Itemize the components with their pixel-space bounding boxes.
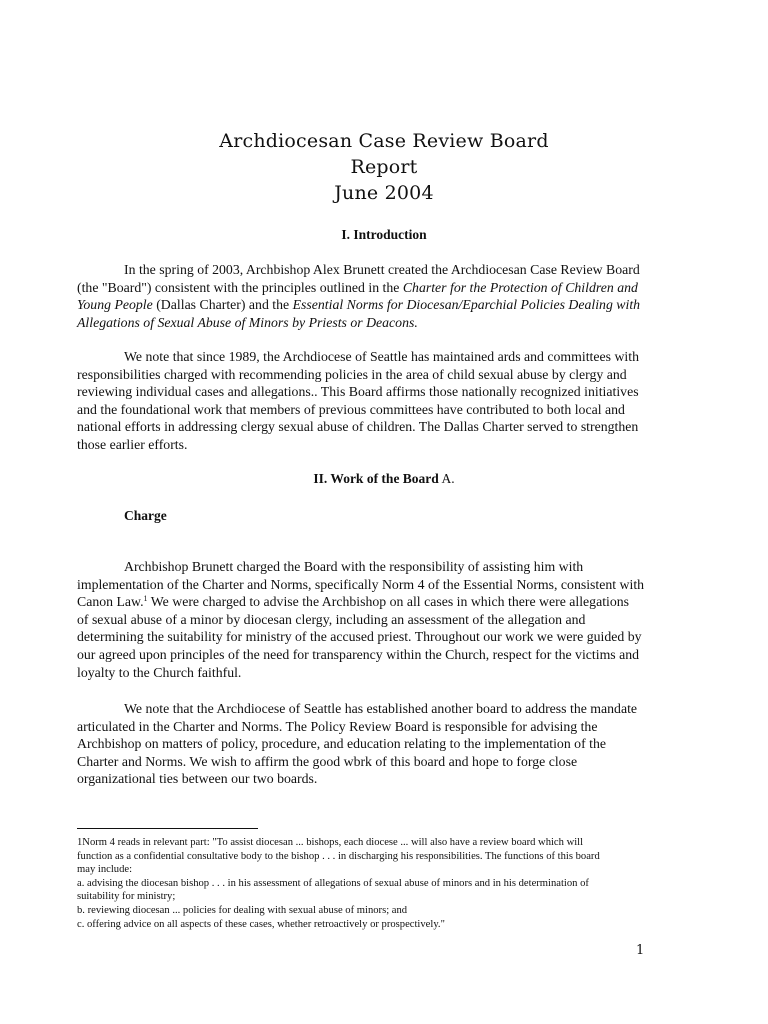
footnote-line: a. advising the diocesan bishop . . . in his assessment of allegations of sexual abuse of minors and in his determination of [77, 877, 589, 889]
report-title [0, 128, 768, 206]
title-line-report: Report [350, 156, 418, 178]
text-line [77, 279, 647, 297]
text-line [77, 593, 647, 611]
charter-title-italic: Charter for the Protection of Children and [402, 279, 638, 295]
text-line: and the foundational work that members of previous committees have contributed to both local and [77, 401, 625, 417]
norms-title-italic: Allegations of Sexual Abuse of Minors by Priests or Deacons. [77, 314, 418, 330]
section-heading-introduction: I. Introduction [341, 227, 427, 242]
footnote-line: may include: [77, 864, 133, 876]
footnote [77, 836, 677, 931]
text-line: implementation of the Charter and Norms, specifically Norm 4 of the Essential Norms, consistent with [77, 576, 645, 592]
text-run: (Dallas Charter) and the [152, 297, 293, 313]
text-line [77, 314, 647, 332]
text-line: reviewing individual cases and allegations.. This Board affirms those nationally recognized initiatives [77, 384, 639, 400]
text-line: Archbishop on matters of policy, procedure, and education relating to the implementation of the [77, 736, 606, 752]
text-line: responsibilities charged with recommending policies in the area of child sexual abuse by clergy and [77, 366, 627, 382]
text-line: Charter and Norms. We wish to affirm the good wbrk of this board and hope to forge close [77, 753, 578, 769]
text-line: articulated in the Charter and Norms. The Policy Review Board is responsible for advising the [77, 718, 598, 734]
text-line: We note that the Archdiocese of Seattle has established another board to address the mandate [124, 701, 638, 716]
text-line: national efforts in addressing clergy sexual abuse of children. The Dallas Charter served to strengthen [77, 419, 639, 435]
page-number: 1 [636, 943, 645, 958]
text-line: Archbishop Brunett charged the Board with the responsibility of assisting him with [124, 559, 584, 574]
text-line: our agreed upon principles of the need for transparency within the Church, respect for the victims and [77, 646, 640, 662]
text-line: those earlier efforts. [77, 436, 188, 452]
section-heading-text: II. Work of the Board [313, 471, 439, 486]
text-line: determining the suitability for ministry of the accused priest. Throughout our work we were guided by [77, 629, 642, 645]
text-line [77, 296, 647, 314]
text-line: loyalty to the Church faithful. [77, 664, 242, 680]
text-run: (the "Board") consistent with the principles outlined in the [77, 279, 403, 295]
footnote-line: b. reviewing diocesan ... policies for dealing with sexual abuse of minors; and [77, 904, 408, 916]
footnote-line: function as a confidential consultative body to the bishop . . . in discharging his responsibilities. The functions of this board [77, 850, 600, 862]
text-line: We note that since 1989, the Archdiocese of Seattle has maintained ards and committees with [124, 349, 639, 364]
norms-title-italic: Essential Norms for Diocesan/Eparchial Policies Dealing with [292, 297, 641, 313]
footnote-reference: 1 [143, 594, 148, 604]
title-line-date: June 2004 [334, 182, 434, 204]
footnote-line: suitability for ministry; [77, 891, 176, 903]
text-run: Canon Law. [77, 594, 144, 610]
intro-paragraph-2 [77, 348, 647, 454]
section-heading-tail: A. [438, 471, 455, 486]
footnote-separator [77, 828, 258, 829]
footnote-line: 1Norm 4 reads in relevant part: "To assist diocesan ... bishops, each diocese ... will also have a review board which will [77, 837, 584, 848]
work-paragraph-2 [77, 700, 647, 788]
section-heading-work-of-board [0, 470, 768, 488]
charter-title-italic: Young People [77, 297, 153, 313]
subheading-charge: Charge [124, 508, 167, 523]
intro-paragraph-1 [77, 261, 647, 331]
text-line: In the spring of 2003, Archbishop Alex Brunett created the Archdiocesan Case Review Board [124, 262, 640, 277]
text-line: of sexual abuse of a minor by diocesan clergy, including an assessment of the allegation and [77, 611, 586, 627]
text-run: We were charged to advise the Archbishop on all cases in which there were allegations [147, 594, 630, 610]
text-line: organizational ties between our two boards. [77, 771, 318, 787]
title-line-board-name: Archdiocesan Case Review Board [219, 130, 549, 152]
footnote-line: c. offering advice on all aspects of these cases, whether retroactively or prospectively." [77, 918, 445, 930]
work-paragraph-1 [77, 558, 647, 681]
